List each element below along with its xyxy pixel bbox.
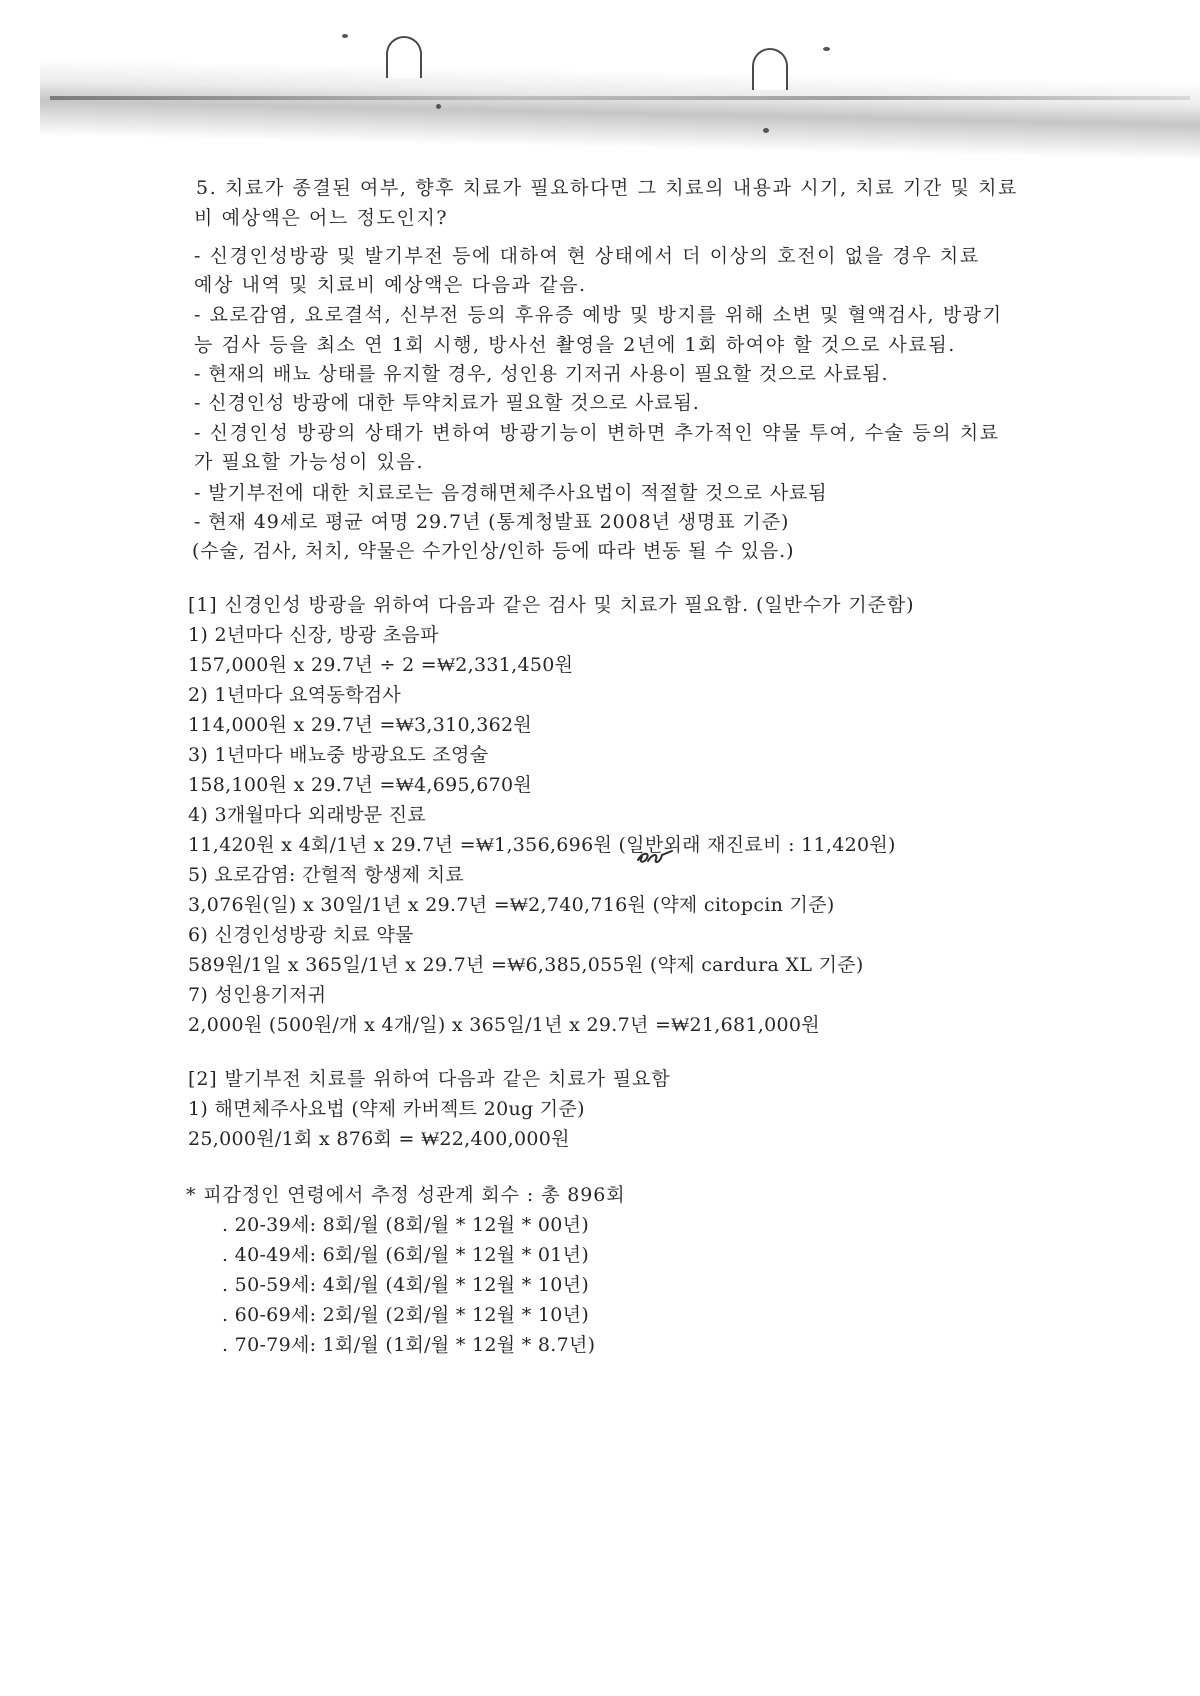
item-title: 2) 1년마다 요역동학검사 xyxy=(188,684,402,706)
bullet-line: - 신경인성 방광에 대한 투약치료가 필요할 것으로 사료됨. xyxy=(194,392,700,414)
section-heading: [1] 신경인성 방광을 위하여 다음과 같은 검사 및 치료가 필요함. (일반수가 기준함) xyxy=(188,594,915,616)
item-title: 5) 요로감염: 간헐적 항생제 치료 xyxy=(188,864,465,886)
note-row: . 70-79세: 1회/월 (1회/월 * 12월 * 8.7년) xyxy=(222,1334,596,1356)
question-line: 비 예상액은 어느 정도인지? xyxy=(194,207,449,229)
note-row: . 60-69세: 2회/월 (2회/월 * 12월 * 10년) xyxy=(222,1304,590,1326)
item-calc: 589원/1일 x 365일/1년 x 29.7년 =₩6,385,055원 (약제 cardura XL 기준) xyxy=(188,954,864,976)
bullet-line: 능 검사 등을 최소 연 1회 시행, 방사선 촬영을 2년에 1회 하여야 할 것으로 사료됨. xyxy=(194,334,956,356)
item-calc: 157,000원 x 29.7년 ÷ 2 =₩2,331,450원 xyxy=(188,654,574,676)
bullet-line: - 신경인성 방광의 상태가 변하여 방광기능이 변하면 추가적인 약물 투여, 수술 등의 치료 xyxy=(194,422,1000,444)
question-line: 5. 치료가 종결된 여부, 향후 치료가 필요하다면 그 치료의 내용과 시기, 치료 기간 및 치료 xyxy=(196,177,1018,199)
item-calc: 11,420원 x 4회/1년 x 29.7년 =₩1,356,696원 (일반외래 재진료비 : 11,420원) xyxy=(188,834,896,856)
item-calc: 2,000원 (500원/개 x 4개/일) x 365일/1년 x 29.7년 =₩21,681,000원 xyxy=(188,1014,820,1036)
bullet-line: - 현재의 배뇨 상태를 유지할 경우, 성인용 기저귀 사용이 필요할 것으로 사료됨. xyxy=(194,363,889,385)
section-heading: [2] 발기부전 치료를 위하여 다음과 같은 치료가 필요함 xyxy=(188,1068,671,1090)
item-calc: 25,000원/1회 x 876회 = ₩22,400,000원 xyxy=(188,1128,570,1150)
item-title: 1) 2년마다 신장, 방광 초음파 xyxy=(188,624,439,646)
bullet-line: - 발기부전에 대한 치료로는 음경해면체주사요법이 적절할 것으로 사료됨 xyxy=(194,482,828,504)
note-row: . 20-39세: 8회/월 (8회/월 * 12월 * 00년) xyxy=(222,1214,590,1236)
item-title: 4) 3개월마다 외래방문 진료 xyxy=(188,804,427,826)
bullet-line: - 요로감염, 요로결석, 신부전 등의 후유증 예방 및 방지를 위해 소변 및 혈액검사, 방광기 xyxy=(194,304,1003,326)
item-title: 6) 신경인성방광 치료 약물 xyxy=(188,924,414,946)
handwritten-initials-icon xyxy=(634,846,676,868)
item-calc: 158,100원 x 29.7년 =₩4,695,670원 xyxy=(188,774,533,796)
bullet-line: 예상 내역 및 치료비 예상액은 다음과 같음. xyxy=(194,274,587,296)
bullet-line: (수술, 검사, 처치, 약물은 수가인상/인하 등에 따라 변동 될 수 있음.) xyxy=(192,540,795,562)
item-calc: 114,000원 x 29.7년 =₩3,310,362원 xyxy=(188,714,533,736)
note-row: . 40-49세: 6회/월 (6회/월 * 12월 * 01년) xyxy=(222,1244,590,1266)
item-title: 3) 1년마다 배뇨중 방광요도 조영술 xyxy=(188,744,489,766)
item-title: 1) 해면체주사요법 (약제 카버젝트 20ug 기준) xyxy=(188,1098,585,1120)
bullet-line: 가 필요할 가능성이 있음. xyxy=(194,451,425,473)
bullet-line: - 현재 49세로 평균 여명 29.7년 (통계청발표 2008년 생명표 기준) xyxy=(194,511,790,533)
bullet-line: - 신경인성방광 및 발기부전 등에 대하여 현 상태에서 더 이상의 호전이 없을 경우 치료 xyxy=(194,245,980,267)
item-calc: 3,076원(일) x 30일/1년 x 29.7년 =₩2,740,716원 (약제 citopcin 기준) xyxy=(188,894,835,916)
note-heading: * 피감정인 연령에서 추정 성관계 회수 : 총 896회 xyxy=(186,1184,626,1206)
note-row: . 50-59세: 4회/월 (4회/월 * 12월 * 10년) xyxy=(222,1274,590,1296)
item-title: 7) 성인용기저귀 xyxy=(188,984,327,1006)
